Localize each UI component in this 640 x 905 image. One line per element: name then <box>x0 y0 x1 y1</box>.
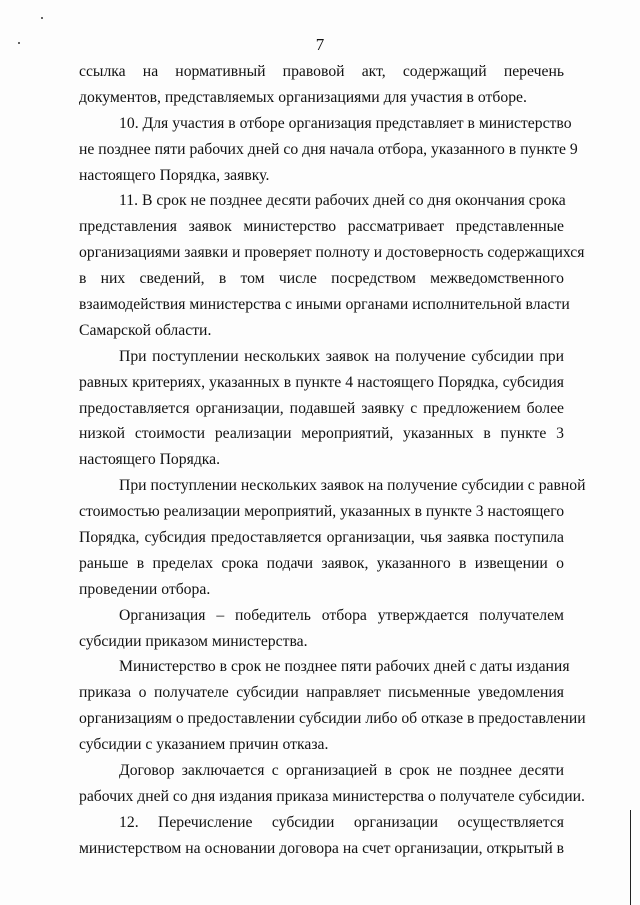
text-line: предоставляется организации, подавшей заявку с предложением более <box>79 399 564 417</box>
text-line: раньше в пределах срока подачи заявок, указанного в извещении о <box>79 554 564 572</box>
text-line: ссылка на нормативный правовой акт, содержащий перечень <box>79 63 564 80</box>
text-line: проведении отбора. <box>79 580 211 598</box>
text-line: 12. Перечисление субсидии организации осуществляется <box>119 813 564 831</box>
text-line: организациями заявки и проверяет полноту и достоверность содержащихся <box>79 244 585 262</box>
text-line: Договор заключается с организацией в срок не позднее десяти <box>119 762 564 780</box>
text-line: равных критериях, указанных в пункте 4 настоящего Порядка, субсидия <box>79 373 564 391</box>
text-line: приказа о получателе субсидии направляет письменные уведомления <box>79 684 564 702</box>
page-number: 7 <box>315 35 325 54</box>
text-line: Порядка, субсидия предоставляется организации, чья заявка поступила <box>79 529 564 547</box>
text-line: 10. Для участия в отборе организация представляет в министерство <box>119 114 572 132</box>
text-line: организациям о предоставлении субсидии либо об отказе в предоставлении <box>79 710 586 728</box>
text-line: настоящего Порядка, заявку. <box>79 166 270 184</box>
scan-speck <box>41 17 43 19</box>
text-line: стоимостью реализации мероприятий, указанных в пункте 3 настоящего <box>79 503 565 521</box>
text-line: субсидии с указанием причин отказа. <box>79 736 329 754</box>
text-line: При поступлении нескольких заявок на получение субсидии с равной <box>119 477 586 495</box>
text-line: 11. В срок не позднее десяти рабочих дней со дня окончания срока <box>119 192 566 210</box>
text-line: документов, представляемых организациями для участия в отборе. <box>79 88 527 106</box>
text-line: Министерство в срок не позднее пяти рабочих дней с даты издания <box>119 658 570 676</box>
text-line: в них сведений, в том числе посредством межведомственного <box>79 270 564 288</box>
text-line: низкой стоимости реализации мероприятий, указанных в пункте 3 <box>79 425 564 443</box>
text-line: министерством на основании договора на счет организации, открытый в <box>79 839 565 857</box>
text-line: При поступлении нескольких заявок на получение субсидии при <box>119 347 564 365</box>
scan-edge-line <box>630 810 631 905</box>
text-line: Самарской области. <box>79 321 212 339</box>
text-line: рабочих дней со дня издания приказа министерства о получателе субсидии. <box>79 787 585 805</box>
text-line: Организация – победитель отбора утверждается получателем <box>119 606 564 624</box>
body-text <box>79 59 586 862</box>
text-line: представления заявок министерство рассматривает представленные <box>79 218 564 236</box>
text-line: взаимодействия министерства с иными органами исполнительной власти <box>79 296 570 314</box>
text-line: настоящего Порядка. <box>79 451 221 469</box>
text-line: не позднее пяти рабочих дней со дня начала отбора, указанного в пункте 9 <box>79 140 578 158</box>
text-line: субсидии приказом министерства. <box>79 632 308 650</box>
